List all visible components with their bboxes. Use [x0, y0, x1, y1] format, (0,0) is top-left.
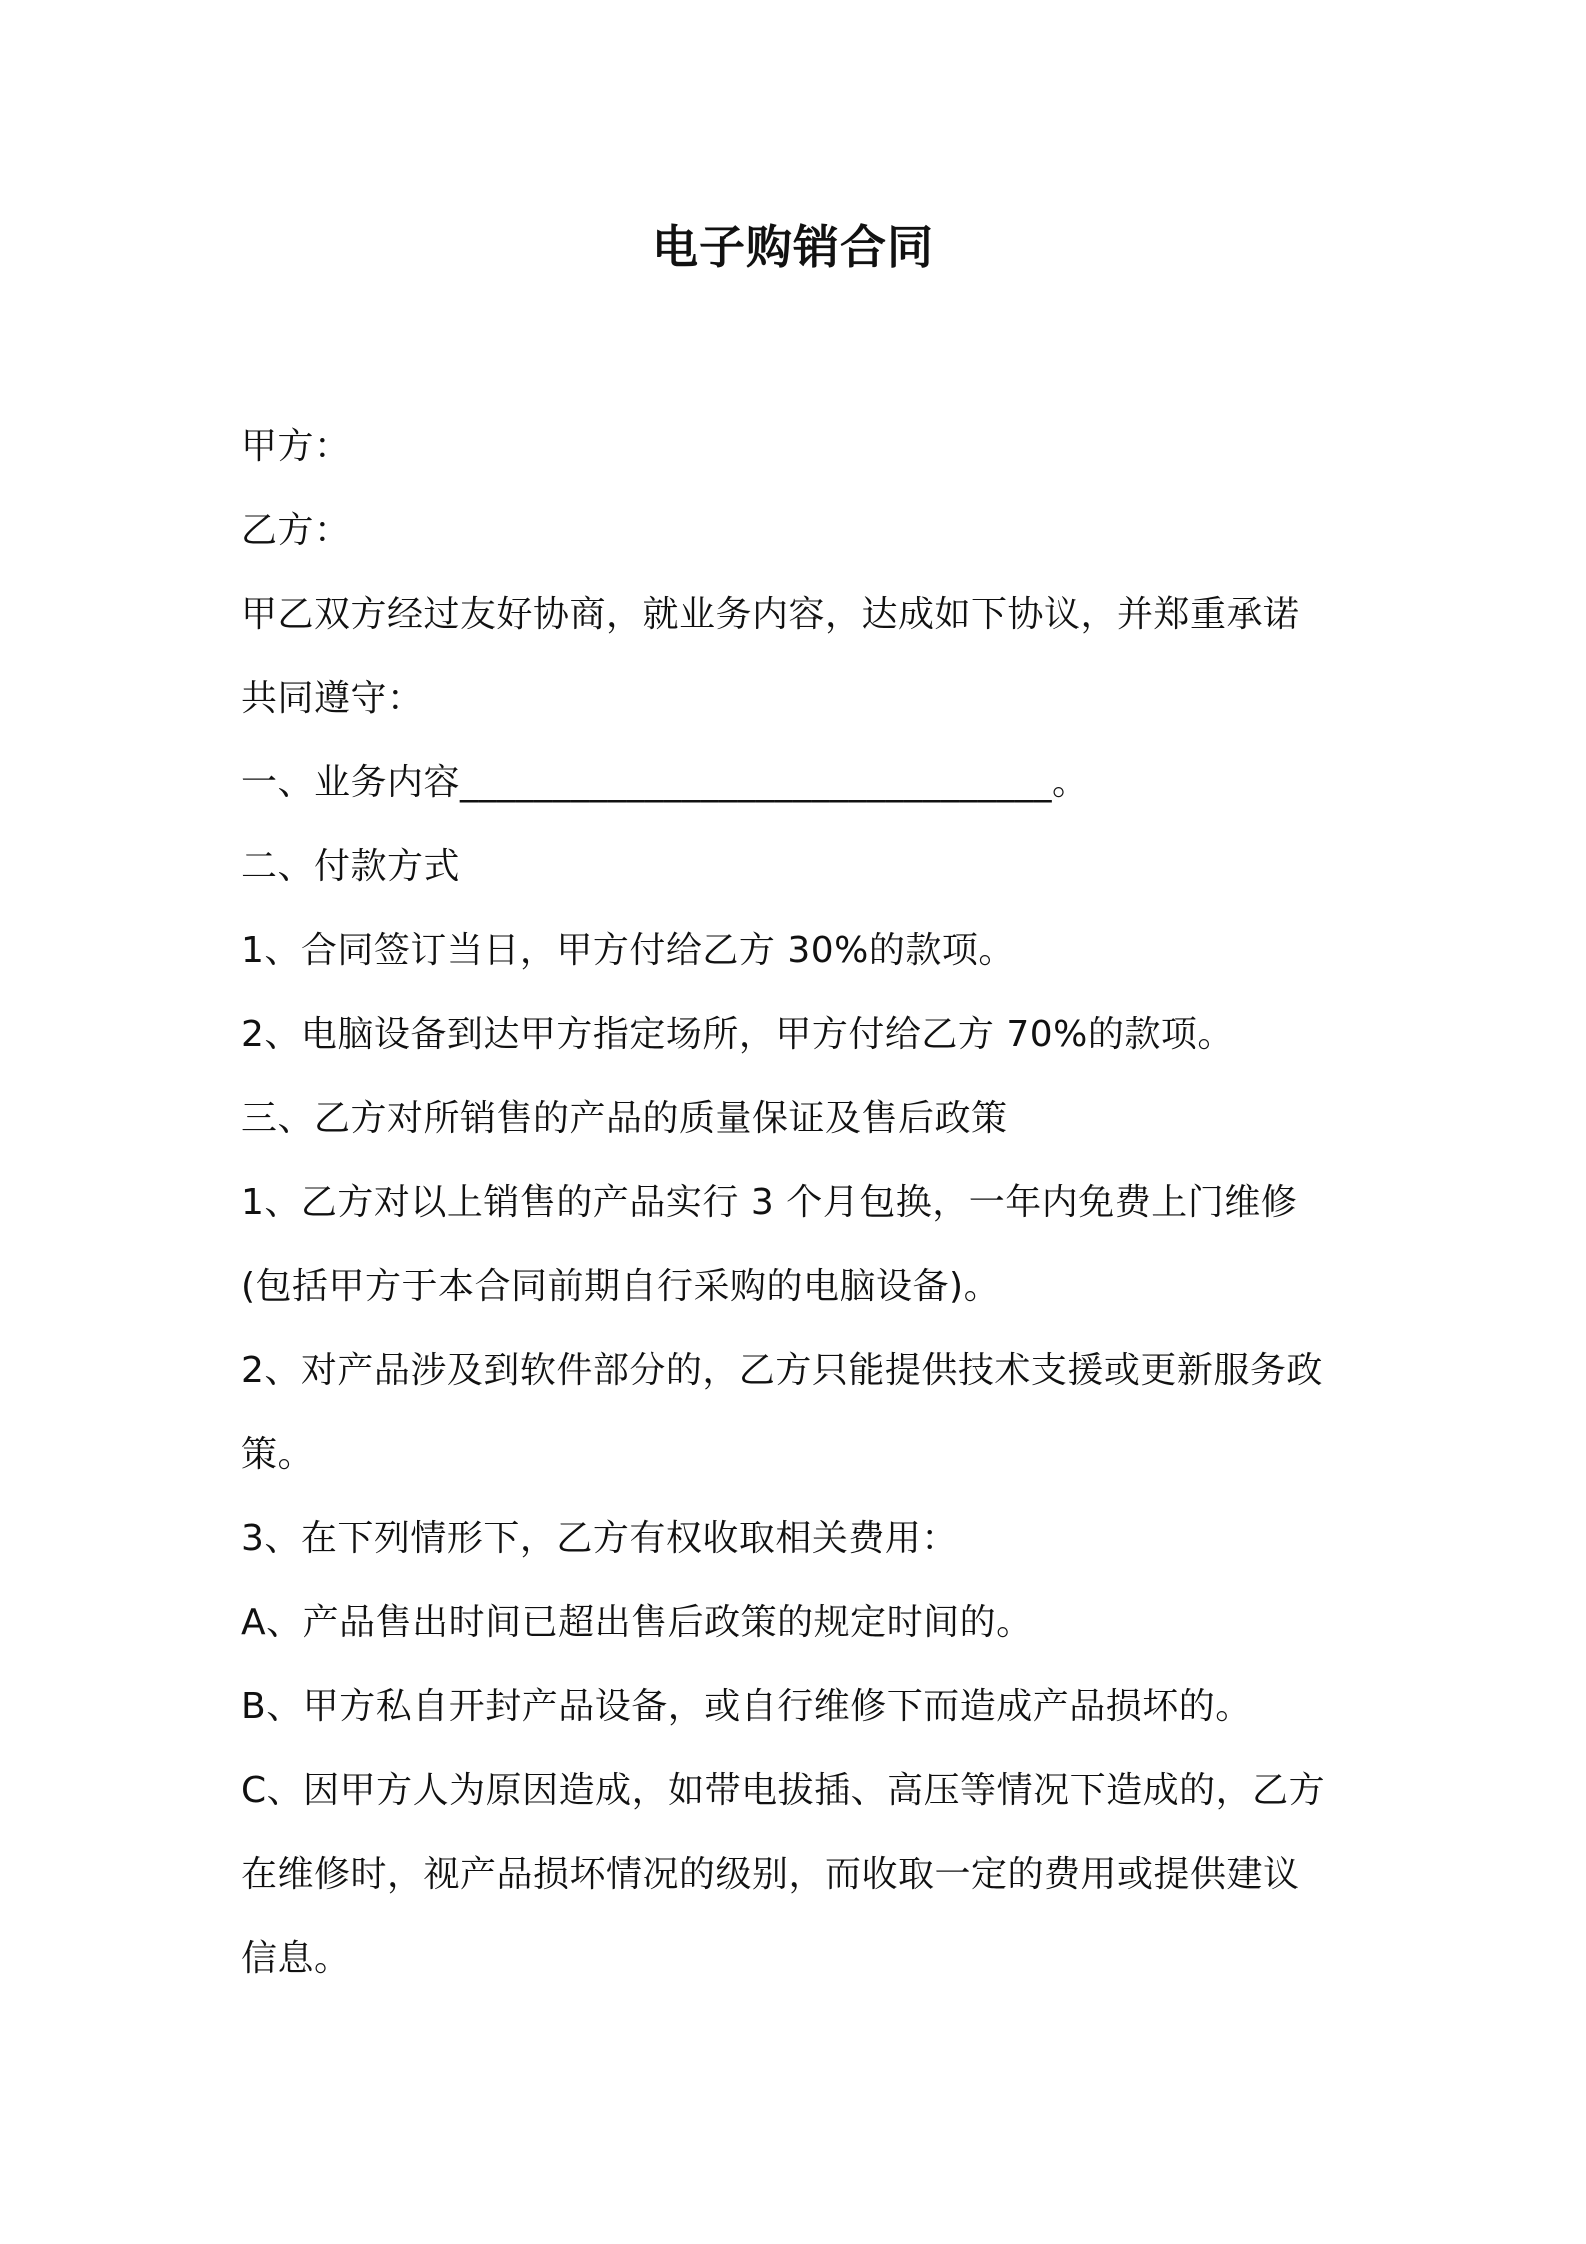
warranty-clause-2-line-1: 2、对产品涉及到软件部分的，乙方只能提供技术支援或更新服务政 [241, 1350, 1323, 1391]
party-b-line: 乙方： [241, 510, 351, 551]
warranty-clause-2-line-2: 策。 [241, 1434, 315, 1475]
warranty-clause-1-line-2: (包括甲方于本合同前期自行采购的电脑设备)。 [241, 1266, 1001, 1307]
contract-body [241, 405, 1361, 2001]
fee-case-a: A、产品售出时间已超出售后政策的规定时间的。 [241, 1602, 1033, 1643]
warranty-clause-3: 3、在下列情形下，乙方有权收取相关费用： [241, 1518, 958, 1559]
preamble-line-2: 共同遵守： [241, 678, 424, 719]
fee-case-c-line-3: 信息。 [241, 1938, 351, 1979]
payment-clause-2: 2、电脑设备到达甲方指定场所，甲方付给乙方 70%的款项。 [241, 1014, 1234, 1055]
payment-clause-1: 1、合同签订当日，甲方付给乙方 30%的款项。 [241, 930, 1015, 971]
fee-case-c-line-1: C、因甲方人为原因造成，如带电拔插、高压等情况下造成的，乙方 [241, 1770, 1326, 1811]
section-2-heading: 二、付款方式 [241, 846, 461, 887]
fee-case-b: B、甲方私自开封产品设备，或自行维修下而造成产品损坏的。 [241, 1686, 1252, 1727]
warranty-clause-1-line-1: 1、乙方对以上销售的产品实行 3 个月包换，一年内免费上门维修 [241, 1182, 1298, 1223]
party-a-line: 甲方： [241, 426, 351, 467]
preamble-line-1: 甲乙双方经过友好协商，就业务内容，达成如下协议，并郑重承诺 [241, 594, 1300, 635]
page-title: 电子购销合同 [652, 220, 934, 274]
section-1-business-content: 一、业务内容________________________________。 [241, 762, 1089, 803]
section-3-heading: 三、乙方对所销售的产品的质量保证及售后政策 [241, 1098, 1008, 1139]
fee-case-c-line-2: 在维修时，视产品损坏情况的级别，而收取一定的费用或提供建议 [241, 1854, 1300, 1895]
